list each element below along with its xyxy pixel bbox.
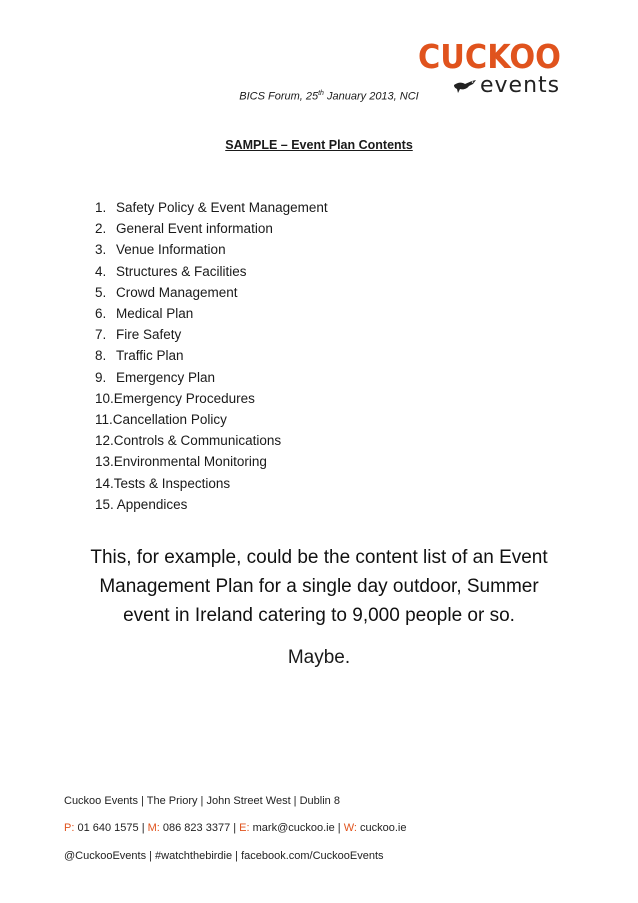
phone-label: P:: [64, 822, 75, 834]
web-label: W:: [343, 822, 357, 834]
body-line: This, for example, could be the content list of an Event: [90, 547, 548, 568]
list-item-label: Tests & Inspections: [113, 475, 231, 491]
list-item-label: Traffic Plan: [116, 348, 184, 364]
list-item: [95, 197, 328, 218]
list-item: [95, 367, 328, 388]
page-title: SAMPLE – Event Plan Contents: [225, 138, 413, 152]
list-item-number: 2.: [95, 221, 107, 237]
footer-contact: [64, 822, 406, 834]
closing-remark: Maybe.: [287, 647, 351, 668]
body-line: Management Plan for a single day outdoor, Summer: [99, 576, 539, 597]
list-item-number: 14.: [95, 475, 114, 491]
list-item: [95, 239, 328, 260]
document-subtitle: [0, 90, 638, 103]
list-item: [95, 451, 328, 472]
list-item-label: Appendices: [113, 496, 188, 512]
list-item: [95, 473, 328, 494]
list-item: [95, 261, 328, 282]
list-item-number: 11.: [95, 412, 113, 428]
list-item-number: 6.: [95, 306, 107, 322]
body-line: event in Ireland catering to 9,000 people or so.: [123, 605, 515, 626]
list-item: [95, 282, 328, 303]
list-item-number: 8.: [95, 348, 107, 364]
list-item-number: 5.: [95, 284, 107, 300]
logo-events-text: events: [480, 73, 561, 98]
list-item-label: Crowd Management: [116, 284, 238, 300]
list-item: [95, 218, 328, 239]
list-item-label: Safety Policy & Event Management: [116, 200, 328, 215]
subtitle-ordinal-suffix: th: [318, 90, 324, 97]
list-item-number: 4.: [95, 263, 107, 279]
phone-value: 01 640 1575 |: [74, 822, 148, 834]
list-item-label: General Event information: [116, 221, 273, 237]
list-item-label: Controls & Communications: [113, 433, 282, 449]
mobile-label: M:: [147, 822, 160, 834]
contents-list: [95, 197, 328, 515]
list-item-label: Structures & Facilities: [116, 263, 247, 279]
list-item-number: 7.: [95, 327, 107, 343]
list-item: [95, 345, 328, 366]
list-item-label: Emergency Plan: [116, 369, 216, 385]
list-item: [95, 388, 328, 409]
list-item: [95, 303, 328, 324]
email-label: E:: [239, 822, 250, 834]
list-item-label: Medical Plan: [116, 306, 194, 322]
list-item-number: 1.: [95, 200, 107, 215]
list-item: [95, 430, 328, 451]
subtitle-text-post: January 2013, NCI: [323, 90, 419, 103]
list-item-number: 9.: [95, 369, 107, 385]
list-item-number: 13.: [95, 454, 114, 470]
list-item-number: 3.: [95, 242, 107, 258]
list-item: [95, 409, 328, 430]
logo-wordmark: CUCKOO: [418, 37, 562, 76]
web-value: cuckoo.ie: [356, 822, 407, 834]
footer-social: @CuckooEvents | #watchthebirdie | facebook.com/CuckooEvents: [64, 850, 384, 862]
list-item-label: Environmental Monitoring: [113, 454, 267, 470]
list-item-label: Cancellation Policy: [112, 412, 227, 428]
list-item-label: Emergency Procedures: [113, 390, 255, 406]
list-item-number: 12.: [95, 433, 114, 449]
list-item: [95, 494, 328, 515]
mobile-value: 086 823 3377 |: [159, 822, 240, 834]
list-item: [95, 324, 328, 345]
body-paragraph: [40, 543, 598, 630]
list-item-number: 15.: [95, 496, 114, 512]
list-item-label: Venue Information: [116, 242, 226, 258]
list-item-number: 10.: [95, 390, 114, 406]
list-item-label: Fire Safety: [116, 327, 182, 343]
subtitle-text-pre: BICS Forum, 25: [239, 90, 319, 103]
footer-address: Cuckoo Events | The Priory | John Street West | Dublin 8: [64, 795, 340, 807]
email-value: mark@cuckoo.ie |: [249, 822, 344, 834]
